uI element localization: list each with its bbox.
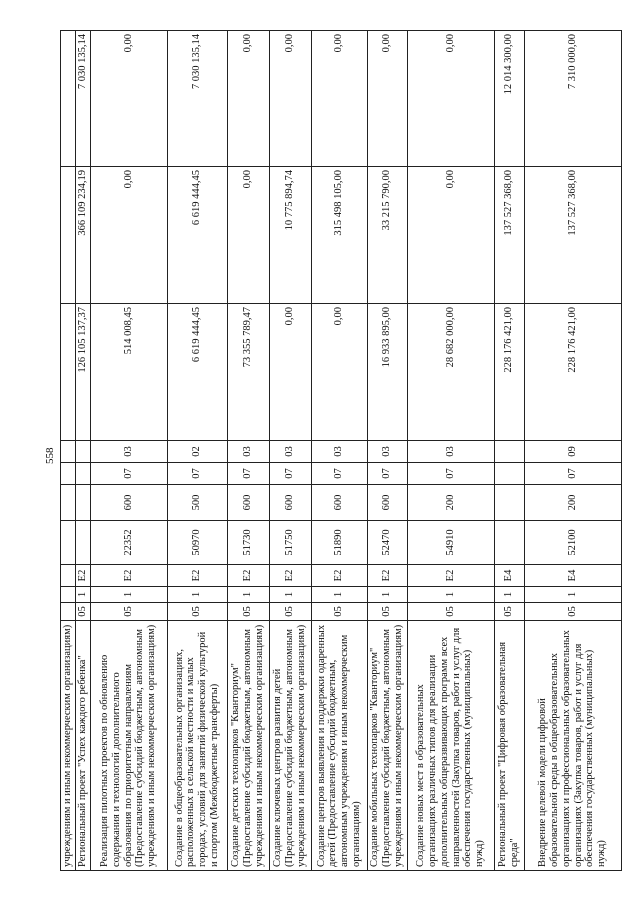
- budget-item-name: Региональный проект "Успех каждого ребенка": [75, 621, 90, 871]
- direction-code: 22352: [90, 521, 167, 565]
- amount-year-3: 7 030 135,14: [75, 31, 90, 167]
- project-code: E2: [90, 565, 167, 587]
- amount-year-1: 28 682 000,00: [407, 304, 494, 441]
- budget-item-name: Создание новых мест в образовательных организациях различных типов для реализации дополнительных общеразвивающих программ всех направленностей (Закупка товаров, работ и услуг для обеспечения государственных (муниципальных) нужд): [407, 621, 494, 871]
- budget-item-name: Внедрение целевой модели цифровой образовательной среды в общеобразовательных организациях и профессиональных образовательных организациях (Закупка товаров, работ и услуг для обеспечения государственных (муниципальных) нужд): [524, 621, 621, 871]
- subsection-code: 03: [311, 441, 367, 463]
- direction-code: [75, 521, 90, 565]
- expense-type-code: 200: [407, 485, 494, 521]
- section-code: 07: [524, 463, 621, 485]
- amount-year-3: 0,00: [269, 31, 311, 167]
- table-row: [61, 31, 76, 871]
- subsection-code: 03: [90, 441, 167, 463]
- subprogram-code: 1: [311, 587, 367, 603]
- program-code: 05: [494, 603, 524, 621]
- expense-type-code: 600: [90, 485, 167, 521]
- direction-code: 54910: [407, 521, 494, 565]
- amount-year-3: 12 014 300,00: [494, 31, 524, 167]
- section-code: 07: [167, 463, 227, 485]
- amount-year-1: 228 176 421,00: [494, 304, 524, 441]
- section-code: [494, 463, 524, 485]
- subprogram-code: 1: [367, 587, 407, 603]
- table-row: [494, 31, 524, 871]
- program-code: 05: [227, 603, 269, 621]
- direction-code: 52470: [367, 521, 407, 565]
- amount-year-1: 73 355 789,47: [227, 304, 269, 441]
- table-row: [524, 31, 621, 871]
- amount-year-3: 0,00: [90, 31, 167, 167]
- subprogram-code: 1: [75, 587, 90, 603]
- subsection-code: [61, 441, 76, 463]
- amount-year-3: [61, 31, 76, 167]
- expense-type-code: 500: [167, 485, 227, 521]
- amount-year-2: 0,00: [227, 167, 269, 304]
- section-code: 07: [90, 463, 167, 485]
- expense-type-code: 600: [269, 485, 311, 521]
- project-code: E4: [524, 565, 621, 587]
- subprogram-code: 1: [494, 587, 524, 603]
- budget-item-name: Региональный проект "Цифровая образовательная среда": [494, 621, 524, 871]
- program-code: 05: [167, 603, 227, 621]
- budget-table: [60, 30, 622, 871]
- amount-year-3: 7 310 000,00: [524, 31, 621, 167]
- amount-year-2: 366 109 234,19: [75, 167, 90, 304]
- amount-year-2: 10 775 894,74: [269, 167, 311, 304]
- budget-item-name: Создание детских технопарков "Кванториум" (Предоставление субсидий бюджетным, автономным учреждениям и иным некоммерческим организациям): [227, 621, 269, 871]
- expense-type-code: [61, 485, 76, 521]
- subprogram-code: 1: [524, 587, 621, 603]
- program-code: 05: [367, 603, 407, 621]
- project-code: E2: [167, 565, 227, 587]
- subsection-code: 03: [407, 441, 494, 463]
- amount-year-1: 228 176 421,00: [524, 304, 621, 441]
- project-code: E2: [367, 565, 407, 587]
- subsection-code: 03: [269, 441, 311, 463]
- direction-code: 51730: [227, 521, 269, 565]
- amount-year-3: 7 030 135,14: [167, 31, 227, 167]
- amount-year-2: 315 498 105,00: [311, 167, 367, 304]
- program-code: 05: [90, 603, 167, 621]
- amount-year-3: 0,00: [407, 31, 494, 167]
- subprogram-code: 1: [90, 587, 167, 603]
- expense-type-code: 600: [367, 485, 407, 521]
- section-code: [75, 463, 90, 485]
- budget-item-name: Создание в общеобразовательных организациях, расположенных в сельской местности и малых городах, условий для занятий физической культурой и спортом (Межбюджетные трансферты): [167, 621, 227, 871]
- amount-year-2: 6 619 444,45: [167, 167, 227, 304]
- section-code: 07: [367, 463, 407, 485]
- subprogram-code: 1: [407, 587, 494, 603]
- table-row: [167, 31, 227, 871]
- project-code: E2: [269, 565, 311, 587]
- section-code: 07: [269, 463, 311, 485]
- amount-year-1: 514 008,45: [90, 304, 167, 441]
- budget-item-name: Реализация пилотных проектов по обновлению содержания и технологий дополнительного образования по приоритетным направлениям (Предоставление субсидий бюджетным, автономным учреждениям и иным некоммерческим организациям): [90, 621, 167, 871]
- budget-item-name: Создание мобильных технопарков "Кванториум" (Предоставление субсидий бюджетным, автономным учреждениям и иным некоммерческим организациям): [367, 621, 407, 871]
- subsection-code: 02: [167, 441, 227, 463]
- direction-code: 51890: [311, 521, 367, 565]
- amount-year-3: 0,00: [367, 31, 407, 167]
- expense-type-code: 200: [524, 485, 621, 521]
- project-code: E2: [311, 565, 367, 587]
- rotated-page-content: [60, 34, 640, 871]
- table-row: [311, 31, 367, 871]
- section-code: 07: [227, 463, 269, 485]
- amount-year-2: 0,00: [407, 167, 494, 304]
- amount-year-2: 137 527 368,00: [494, 167, 524, 304]
- amount-year-3: 0,00: [311, 31, 367, 167]
- amount-year-1: 16 933 895,00: [367, 304, 407, 441]
- amount-year-2: [61, 167, 76, 304]
- amount-year-1: [61, 304, 76, 441]
- subsection-code: 03: [367, 441, 407, 463]
- amount-year-1: 0,00: [269, 304, 311, 441]
- direction-code: 51750: [269, 521, 311, 565]
- subsection-code: 09: [524, 441, 621, 463]
- amount-year-2: 33 215 790,00: [367, 167, 407, 304]
- section-code: [61, 463, 76, 485]
- expense-type-code: [494, 485, 524, 521]
- expense-type-code: [75, 485, 90, 521]
- program-code: 05: [75, 603, 90, 621]
- direction-code: 52100: [524, 521, 621, 565]
- subsection-code: 03: [227, 441, 269, 463]
- table-row: [367, 31, 407, 871]
- amount-year-1: 126 105 137,37: [75, 304, 90, 441]
- expense-type-code: 600: [311, 485, 367, 521]
- amount-year-1: 6 619 444,45: [167, 304, 227, 441]
- project-code: E2: [75, 565, 90, 587]
- project-code: [61, 565, 76, 587]
- table-row: [407, 31, 494, 871]
- subprogram-code: 1: [167, 587, 227, 603]
- section-code: 07: [311, 463, 367, 485]
- program-code: 05: [311, 603, 367, 621]
- table-row: [75, 31, 90, 871]
- direction-code: [61, 521, 76, 565]
- budget-item-name: учреждениям и иным некоммерческим организациям): [61, 621, 76, 871]
- amount-year-3: 0,00: [227, 31, 269, 167]
- direction-code: 50970: [167, 521, 227, 565]
- subprogram-code: [61, 587, 76, 603]
- amount-year-2: 137 527 368,00: [524, 167, 621, 304]
- table-row: [90, 31, 167, 871]
- subprogram-code: 1: [227, 587, 269, 603]
- program-code: 05: [269, 603, 311, 621]
- table-row: [227, 31, 269, 871]
- project-code: E2: [407, 565, 494, 587]
- expense-type-code: 600: [227, 485, 269, 521]
- subsection-code: [75, 441, 90, 463]
- page-number: 558: [44, 447, 56, 464]
- table-row: [269, 31, 311, 871]
- section-code: 07: [407, 463, 494, 485]
- budget-item-name: Создание центров выявления и поддержки одаренных детей (Предоставление субсидий бюджетным, автономным учреждениям и иным некоммерческим организациям): [311, 621, 367, 871]
- project-code: E2: [227, 565, 269, 587]
- program-code: [61, 603, 76, 621]
- subprogram-code: 1: [269, 587, 311, 603]
- amount-year-2: 0,00: [90, 167, 167, 304]
- amount-year-1: 0,00: [311, 304, 367, 441]
- project-code: E4: [494, 565, 524, 587]
- subsection-code: [494, 441, 524, 463]
- direction-code: [494, 521, 524, 565]
- program-code: 05: [407, 603, 494, 621]
- budget-item-name: Создание ключевых центров развития детей (Предоставление субсидий бюджетным, автономным учреждениям и иным некоммерческим организациям): [269, 621, 311, 871]
- program-code: 05: [524, 603, 621, 621]
